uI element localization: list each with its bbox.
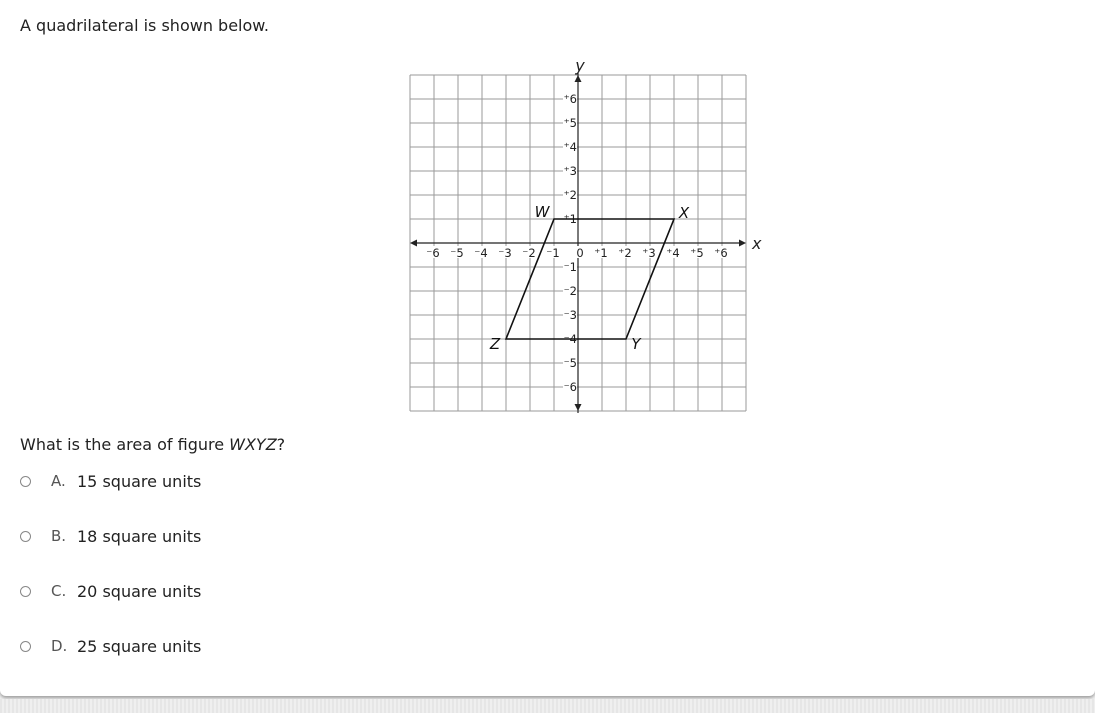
x-axis-left-arrow-icon [410,240,417,247]
y-tick-label: ⁻3 [563,308,577,322]
vertex-label: Z [489,335,501,353]
choice-a-text: 15 square units [77,471,202,491]
choice-d-letter: D. [51,637,68,655]
y-axis-down-arrow-icon [575,404,582,411]
choice-c[interactable] [20,580,201,602]
x-axis-right-arrow-icon [739,240,746,247]
choice-d[interactable] [20,635,201,657]
x-tick-label: 0 [576,246,584,260]
x-tick-label: ⁺3 [642,246,656,260]
vertex-label: W [534,203,550,221]
vertex-label: X [678,204,690,222]
choice-b-text: 18 square units [77,526,202,546]
x-tick-label: ⁻6 [426,246,440,260]
y-tick-label: ⁻2 [563,284,577,298]
page-footer-strip [0,699,1095,713]
x-tick-label: ⁺4 [666,246,680,260]
x-tick-label: ⁺6 [714,246,728,260]
x-tick-label: ⁻5 [450,246,464,260]
choice-d-text: 25 square units [77,636,202,656]
y-tick-label: ⁻1 [563,260,577,274]
choice-a[interactable] [20,470,201,492]
radio-c-icon[interactable] [20,586,31,597]
x-tick-label: ⁻3 [498,246,512,260]
radio-a-icon[interactable] [20,476,31,487]
y-tick-label: ⁺5 [563,116,577,130]
x-axis-label: x [752,234,762,253]
question-text [20,435,285,454]
x-tick-label: ⁻1 [546,246,560,260]
y-tick-label: ⁺6 [563,92,577,106]
x-tick-label: ⁻4 [474,246,488,260]
choice-b[interactable] [20,525,201,547]
y-axis-label: y [575,56,585,75]
quadrilateral-wxyz [506,219,674,339]
prompt-text: A quadrilateral is shown below. [20,16,269,35]
choice-c-letter: C. [51,582,67,600]
radio-b-icon[interactable] [20,531,31,542]
y-tick-label: ⁻5 [563,356,577,370]
figure-name: WXYZ [229,435,277,454]
choice-b-letter: B. [51,527,67,545]
x-tick-label: ⁻2 [522,246,536,260]
y-tick-label: ⁺4 [563,140,577,154]
y-tick-label: ⁺2 [563,188,577,202]
question-text-after: ? [276,435,286,454]
choice-a-letter: A. [51,472,66,490]
y-tick-label: ⁻4 [563,332,577,346]
question-text-before: What is the area of figure [20,435,230,454]
y-axis-up-arrow-icon [575,75,582,82]
radio-d-icon[interactable] [20,641,31,652]
coordinate-grid-diagram [400,52,770,422]
y-tick-label: ⁺3 [563,164,577,178]
y-tick-label: ⁺1 [563,212,577,226]
vertex-label: Y [631,335,641,353]
choice-c-text: 20 square units [77,581,202,601]
y-tick-label: ⁻6 [563,380,577,394]
x-tick-label: ⁺2 [618,246,632,260]
x-tick-label: ⁺1 [594,246,608,260]
x-tick-label: ⁺5 [690,246,704,260]
